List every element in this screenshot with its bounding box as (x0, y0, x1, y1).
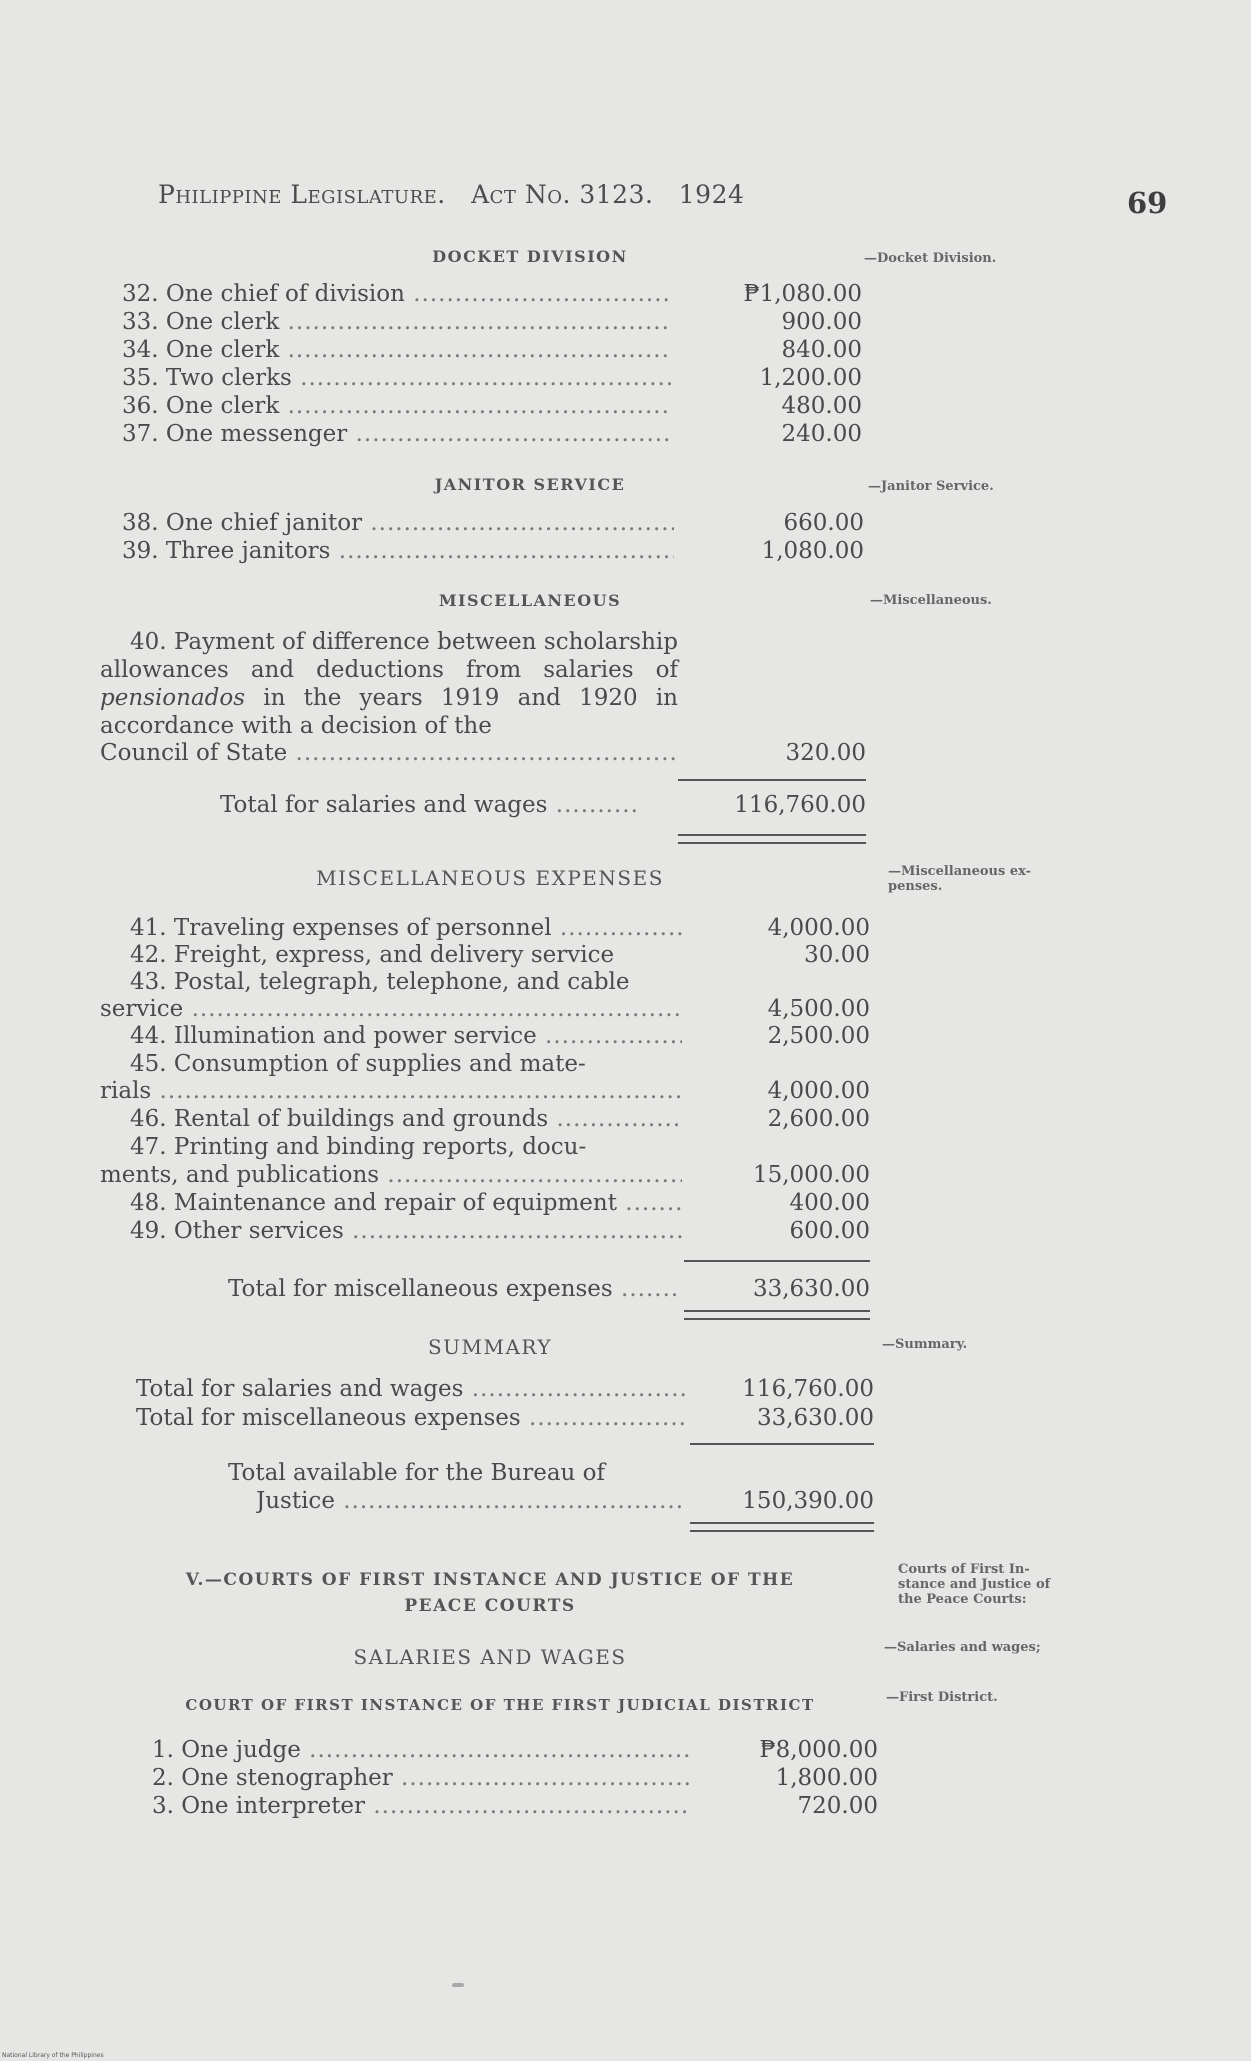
running-header (158, 180, 1098, 209)
docket-item: 32. One chief of division ..... ₱1,080.00 (122, 281, 862, 309)
misc-expense-item: 48. Maintenance and repair of equipment ..... 400.00 (130, 1190, 870, 1218)
first-district-margin-note: —First District. (886, 1690, 998, 1705)
misc-expense-item: 44. Illumination and power service ..... 2,500.00 (130, 1023, 870, 1051)
header-act: Act No. 3123. (471, 180, 654, 209)
bureau-total-line-1: Total available for the Bureau of (228, 1460, 606, 1486)
janitor-heading: JANITOR SERVICE (434, 475, 626, 494)
misc-expense-item: 45. Consumption of supplies and mate- (130, 1051, 586, 1077)
misc-expense-item: 49. Other services ..... 600.00 (130, 1218, 870, 1246)
docket-margin-note: —Docket Division. (864, 251, 997, 266)
misc-expense-item: 41. Traveling expenses of personnel ..... 4,000.00 (130, 915, 870, 943)
subtotal-rule (690, 1443, 874, 1445)
misc-expense-item: 43. Postal, telegraph, telephone, and cable (130, 969, 630, 995)
total-double-rule (690, 1522, 874, 1532)
summary-margin-note: —Summary. (882, 1337, 968, 1352)
misc-expenses-total: Total for miscellaneous expenses ..... 33,630.00 (228, 1276, 870, 1304)
docket-item: 35. Two clerks ..... 1,200.00 (122, 365, 862, 393)
page-smudge (452, 1983, 464, 1987)
misc-expense-item: rials ..... 4,000.00 (100, 1078, 870, 1106)
summary-item: Total for miscellaneous expenses ..... 33,630.00 (136, 1405, 876, 1433)
salaries-total: Total for salaries and wages ..... 116,760.00 (220, 792, 870, 820)
page-number: 69 (1127, 186, 1168, 220)
misc-expense-item: service ..... 4,500.00 (100, 996, 870, 1024)
court-item: 2. One stenographer ..... 1,800.00 (152, 1765, 882, 1793)
subtotal-rule (678, 779, 866, 781)
misc-expense-item: ments, and publications ..... 15,000.00 (100, 1162, 870, 1190)
first-district-heading: COURT OF FIRST INSTANCE OF THE FIRST JUDICIAL DISTRICT (185, 1696, 815, 1714)
header-legislature: Philippine Legislature. (158, 180, 446, 209)
subtotal-rule (684, 1260, 870, 1262)
docket-item: 33. One clerk ..... 900.00 (122, 309, 862, 337)
bureau-total-line-2: Justice ..... 150,390.00 (256, 1488, 876, 1516)
misc-item-40-last-line: Council of State ..... 320.00 (100, 740, 870, 768)
footer-credit: National Library of the Philippines (2, 2052, 104, 2059)
misc-margin-note: —Miscellaneous. (870, 593, 992, 608)
salaries-wages-margin-note: —Salaries and wages; (884, 1640, 1041, 1655)
summary-item: Total for salaries and wages ..... 116,760.00 (136, 1376, 876, 1404)
total-double-rule (678, 834, 866, 844)
summary-heading: SUMMARY (427, 1335, 553, 1359)
docket-heading: DOCKET DIVISION (432, 247, 628, 266)
docket-item: 37. One messenger ..... 240.00 (122, 421, 862, 449)
misc-expenses-margin-note: —Miscellaneous ex- penses. (888, 864, 1032, 894)
misc-expense-item: 42. Freight, express, and delivery service 30.00 (130, 942, 870, 968)
court-item: 1. One judge ..... ₱8,000.00 (152, 1737, 882, 1765)
janitor-item: 39. Three janitors ..... 1,080.00 (122, 538, 862, 566)
misc-expense-item: 47. Printing and binding reports, docu- (130, 1134, 587, 1160)
docket-item: 36. One clerk ..... 480.00 (122, 393, 862, 421)
courts-heading: V.—COURTS OF FIRST INSTANCE AND JUSTICE OF THE PEACE COURTS (185, 1570, 795, 1616)
misc-expense-item: 46. Rental of buildings and grounds ..... 2,600.00 (130, 1106, 870, 1134)
misc-item-40-text: 40. Payment of difference between scholarship allowances and deductions from salaries of pensionados in the years 1919 and 1920 in accordance with a decision of the (100, 629, 678, 739)
misc-expenses-heading: MISCELLANEOUS EXPENSES (316, 866, 664, 890)
janitor-item: 38. One chief janitor ..... 660.00 (122, 510, 862, 538)
court-item: 3. One interpreter ..... 720.00 (152, 1793, 882, 1821)
total-double-rule (684, 1310, 870, 1320)
courts-margin-note: Courts of First In- stance and Justice of the Peace Courts: (898, 1562, 1051, 1607)
salaries-wages-heading: SALARIES AND WAGES (353, 1645, 627, 1669)
header-year: 1924 (678, 180, 745, 209)
janitor-margin-note: —Janitor Service. (868, 479, 994, 494)
misc-heading: MISCELLANEOUS (438, 591, 622, 610)
docket-item: 34. One clerk ..... 840.00 (122, 337, 862, 365)
